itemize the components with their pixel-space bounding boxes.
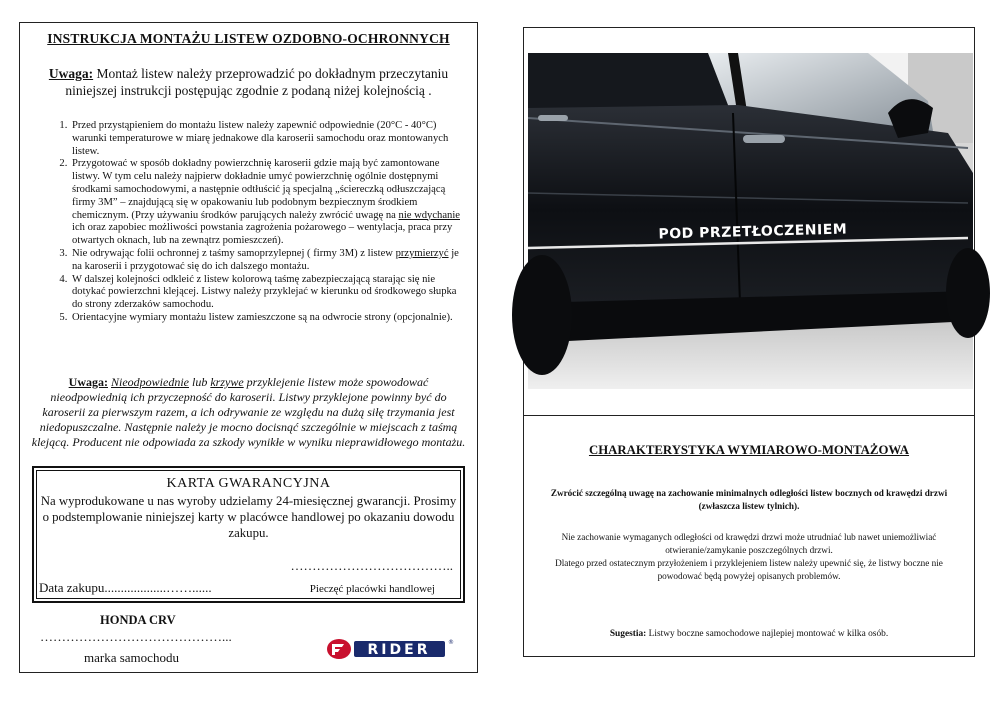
car-brand-line: ……………………………………... <box>40 629 232 644</box>
step-underlined: przymierzyć <box>395 247 449 259</box>
main-warning-line1: Montaż listew należy przeprowadzić po dokładnym przeczytaniu <box>93 66 449 81</box>
step-text-end: ich oraz zapobiec możliwości powstania zagrożenia pożarowego – wentylacja, praca przy otwartych oknach, lub na zewnątrz pomieszczeń). <box>72 222 453 247</box>
spec-body <box>540 531 958 583</box>
photo-caption: POD PRZETŁOCZENIEM <box>658 221 848 243</box>
suggestion-label: Sugestia: <box>609 629 647 639</box>
car-side-photo <box>528 53 973 389</box>
stamp-label: Pieczęć placówki handlowej <box>309 583 435 595</box>
secondary-warning-text: przyklejenie listew może spowodować nieodpowiednią ich przyczepność do karoserii. Listwy przyklejone powinny być do karoserii za pierwszym razem, a ich odrywanie ze względu na dużą siłę trzymania jest niedopuszczalne. Następnie należy je mocno docisnąć szczególnie w miejscach z taśmą klejącą. Producent nie odpowiada za szkody wynikłe w wyniku nieprawidłowego montażu. <box>31 375 466 449</box>
secondary-warning-word2: krzywe <box>210 375 244 389</box>
secondary-warning-word1: Nieodpowiednie <box>111 375 189 389</box>
step-text: W dalszej kolejności odkleić z listew kolorową taśmę zabezpieczającą starając się nie dotykać powierzchni klejącej. Listwy należy przyklejać w kierunku od środkowego słupka do strony zderzaków samochodu. <box>72 273 457 311</box>
warranty-text: Na wyprodukowane u nas wyroby udzielamy 24-miesięcznej gwarancji. Prosimy o podstemplowanie niniejszej karty w placówce handlowej po okazaniu dowodu zakupu. <box>40 494 457 540</box>
step-item <box>70 312 465 325</box>
panel-divider <box>523 415 975 416</box>
spec-body-para2: Dlatego przed ostatecznym przyłożeniem i przyklejeniem listew należy upewnić się, że listwy boczne nie powodować będą powyżej opisanych problemów. <box>555 558 943 581</box>
main-warning-line2: niniejszej instrukcji postępując zgodnie z podaną niżej kolejnością . <box>65 83 432 98</box>
instruction-title: INSTRUKCJA MONTAŻU LISTEW OZDOBNO-OCHRONNYCH <box>47 31 450 46</box>
step-item <box>70 248 465 274</box>
steps-list <box>38 120 465 325</box>
step-item <box>70 274 465 312</box>
purchase-date: Data zakupu...................……...... <box>39 580 212 595</box>
spec-title: CHARAKTERYSTYKA WYMIAROWO-MONTAŻOWA <box>588 443 910 457</box>
instruction-panel <box>19 22 478 673</box>
main-warning-label: Uwaga: <box>48 66 94 81</box>
rider-logo-icon <box>325 636 454 662</box>
secondary-warning <box>30 375 467 450</box>
step-text-end: je na karoserii i przygotować się do ich dalszego montażu. <box>72 247 459 272</box>
step-item <box>70 120 465 158</box>
spec-body-para1: Nie zachowanie wymaganych odległości od krawędzi drzwi może utrudniać lub nawet uniemożliwiać otwieranie/zamykanie poszczególnych drzwi. <box>561 532 937 555</box>
step-underlined: nie wdychanie <box>398 209 460 221</box>
car-brand-label: marka samochodu <box>84 650 179 665</box>
step-item <box>70 158 465 248</box>
suggestion <box>523 629 975 639</box>
secondary-warning-join: lub <box>189 375 211 389</box>
warranty-title: KARTA GWARANCYJNA <box>166 476 331 491</box>
step-text: Nie odrywając folii ochronnej z taśmy samoprzylepnej ( firmy 3M) z listew <box>72 247 396 259</box>
step-text: Orientacyjne wymiary montażu listew zamieszczone są na odwrocie strony (opcjonalnie). <box>72 311 453 323</box>
car-model: HONDA CRV <box>100 613 176 627</box>
svg-text:®: ® <box>448 639 454 646</box>
stamp-line: ……………………………….. <box>290 558 453 573</box>
suggestion-text: Listwy boczne samochodowe najlepiej montować w kilka osób. <box>646 629 889 639</box>
step-text: Przygotować w sposób dokładny powierzchnię karoserii gdzie mają być zamontowane listwy. W tym celu należy najpierw dokładnie umyć powierzchnię ogólnie dostępnymi środkami samochodowymi, a następnie odtłuścić ją specjalną „ściereczką odłuszczającą firmy 3M” – znajdującą się w opakowaniu lub podobnym bezpiecznym środkiem chemicznym. (Przy używaniu środków parujących należy zwrócić uwagę na <box>72 158 446 221</box>
spec-note: Zwrócić szczególną uwagę na zachowanie minimalnych odległości listew bocznych od krawędzi drzwi (zwłaszcza listew tylnich). <box>550 488 948 511</box>
step-text: Przed przystąpieniem do montażu listew należy zapewnić odpowiednie (20°C - 40°C) warunki temperaturowe w miarę jednakowe dla karoserii samochodu oraz montowanych listew. <box>72 120 449 157</box>
main-warning <box>34 65 463 99</box>
secondary-warning-label: Uwaga: <box>68 375 108 389</box>
logo-text: RIDER <box>367 642 431 658</box>
warranty-card <box>32 466 465 603</box>
